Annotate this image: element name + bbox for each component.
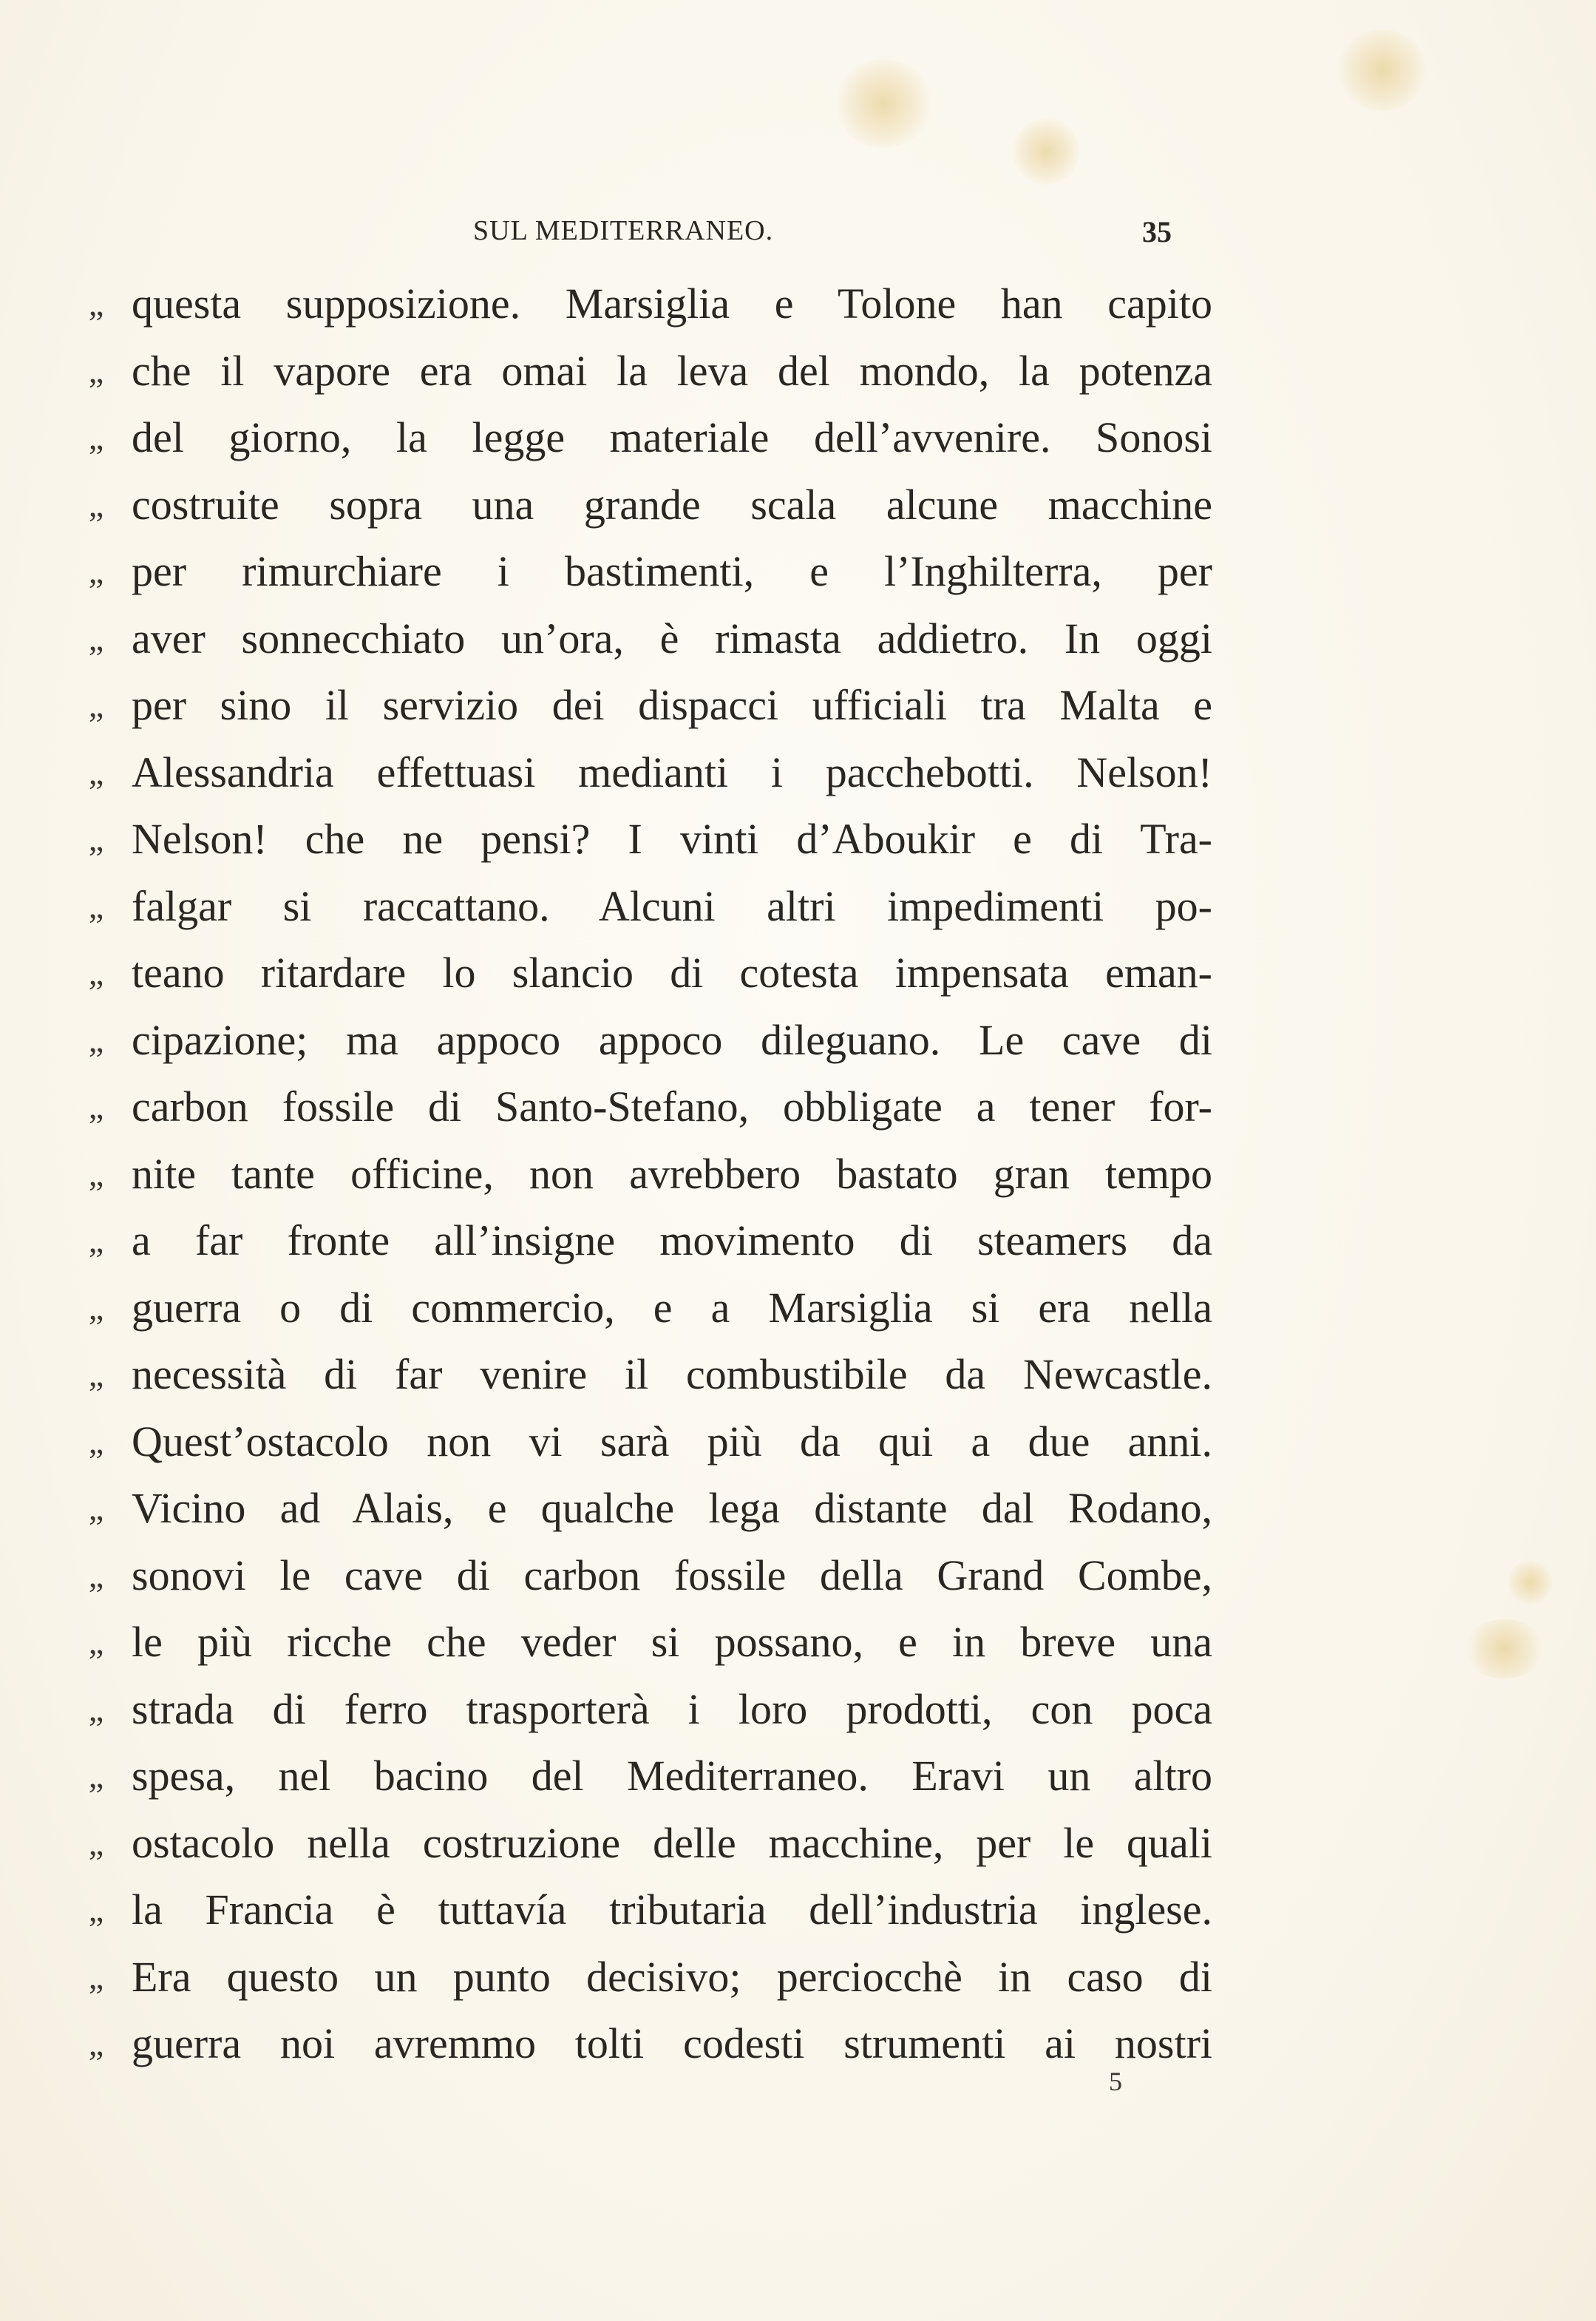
line-text: cipazione; ma appoco appoco dileguano. Le cave di: [132, 1015, 1212, 1064]
text-line: [89, 1743, 1212, 1810]
quotation-mark: ,,: [89, 686, 103, 724]
quotation-mark: ,,: [89, 753, 103, 791]
quotation-mark: ,,: [89, 1623, 103, 1661]
text-line: [89, 1275, 1212, 1342]
text-line: [89, 538, 1212, 606]
text-line: [89, 472, 1212, 539]
text-line: [89, 271, 1212, 338]
text-line: [89, 873, 1212, 941]
quotation-mark: ,,: [89, 1891, 103, 1928]
text-line: [89, 606, 1212, 673]
signature-mark: 5: [1109, 2067, 1122, 2096]
quotation-mark: ,,: [89, 419, 103, 456]
line-text: Quest’ostacolo non vi sarà più da qui a due anni.: [132, 1417, 1212, 1466]
line-text: le più ricche che veder si possano, e in breve una: [132, 1618, 1212, 1666]
text-line: [89, 2010, 1212, 2078]
line-text: per sino il servizio dei dispacci ufficiali tra Malta e: [132, 681, 1212, 729]
line-text: teano ritardare lo slancio di cotesta impensata eman-: [132, 949, 1212, 997]
running-head: [473, 214, 1172, 251]
foxing-stain: [1508, 1560, 1552, 1605]
line-text: guerra noi avremmo tolti codesti strumenti ai nostri: [132, 2019, 1212, 2067]
text-line: [89, 1409, 1212, 1476]
text-line: [89, 739, 1212, 807]
quotation-mark: ,,: [89, 1355, 103, 1393]
text-line: [89, 806, 1212, 873]
text-line: [89, 1207, 1212, 1275]
quotation-mark: ,,: [89, 820, 103, 858]
quotation-mark: ,,: [89, 1690, 103, 1728]
line-text: del giorno, la legge materiale dell’avvenire. Sonosi: [132, 413, 1212, 461]
quotation-mark: ,,: [89, 1757, 103, 1795]
line-text: questa supposizione. Marsiglia e Tolone han capito: [132, 279, 1212, 328]
quotation-mark: ,,: [89, 1422, 103, 1460]
line-text: falgar si raccattano. Alcuni altri impedimenti po-: [132, 881, 1212, 930]
line-text: Alessandria effettuasi medianti i pacchebotti. Nelson!: [132, 748, 1212, 796]
line-text: sonovi le cave di carbon fossile della Grand Combe,: [132, 1551, 1212, 1599]
quotation-mark: ,,: [89, 1823, 103, 1862]
foxing-stain: [835, 59, 931, 148]
text-line: [89, 338, 1212, 405]
running-title: SUL MEDITERRANEO.: [473, 215, 774, 246]
text-line: [89, 672, 1212, 739]
line-text: strada di ferro trasporterà i loro prodotti, con poca: [132, 1684, 1212, 1733]
line-text: nite tante officine, non avrebbero bastato gran tempo: [132, 1149, 1212, 1198]
quotation-mark: ,,: [89, 285, 103, 322]
page-number: 35: [1142, 215, 1172, 248]
line-text: a far fronte all’insigne movimento di steamers da: [132, 1216, 1212, 1264]
quotation-mark: ,,: [89, 2024, 103, 2062]
line-text: aver sonnecchiato un’ora, è rimasta addietro. In oggi: [132, 614, 1212, 663]
quotation-mark: ,,: [89, 1489, 103, 1527]
quotation-mark: ,,: [89, 619, 103, 657]
line-text: Era questo un punto decisivo; perciocchè in caso di: [132, 1952, 1212, 2001]
text-line: [89, 1007, 1212, 1074]
text-line: [89, 1542, 1212, 1610]
line-text: costruite sopra una grande scala alcune macchine: [132, 480, 1212, 529]
quotation-mark: ,,: [89, 887, 103, 925]
foxing-stain: [1013, 118, 1079, 185]
text-line: [89, 1609, 1212, 1676]
quotation-mark: ,,: [89, 485, 103, 524]
body-text: [89, 271, 1212, 2078]
text-line: [89, 1676, 1212, 1744]
text-line: [89, 940, 1212, 1007]
quotation-mark: ,,: [89, 1222, 103, 1259]
text-line: [89, 1341, 1212, 1409]
line-text: per rimurchiare i bastimenti, e l’Inghilterra, per: [132, 547, 1212, 595]
text-line: [89, 1074, 1212, 1141]
line-text: spesa, nel bacino del Mediterraneo. Eravi un altro: [132, 1752, 1212, 1800]
line-text: che il vapore era omai la leva del mondo, la potenza: [132, 346, 1212, 395]
line-text: necessità di far venire il combustibile da Newcastle.: [132, 1350, 1212, 1398]
text-line: [89, 404, 1212, 472]
text-line: [89, 1475, 1212, 1542]
line-text: guerra o di commercio, e a Marsiglia si era nella: [132, 1283, 1212, 1332]
quotation-mark: ,,: [89, 1154, 103, 1193]
quotation-mark: ,,: [89, 1288, 103, 1326]
line-text: la Francia è tuttavía tributaria dell’industria inglese.: [132, 1885, 1212, 1934]
text-line: [89, 1141, 1212, 1208]
line-text: carbon fossile di Santo-Stefano, obbligate a tener for-: [132, 1082, 1212, 1131]
text-line: [89, 1877, 1212, 1944]
quotation-mark: ,,: [89, 552, 103, 590]
line-text: Nelson! che ne pensi? I vinti d’Aboukir e di Tra-: [132, 815, 1212, 863]
text-line: [89, 1810, 1212, 1877]
quotation-mark: ,,: [89, 351, 103, 390]
quotation-mark: ,,: [89, 1957, 103, 1996]
foxing-stain: [1464, 1619, 1545, 1678]
quotation-mark: ,,: [89, 1556, 103, 1594]
quotation-mark: ,,: [89, 954, 103, 992]
line-text: Vicino ad Alais, e qualche lega distante dal Rodano,: [132, 1484, 1212, 1532]
text-line: [89, 1944, 1212, 2011]
foxing-stain: [1338, 30, 1427, 111]
line-text: ostacolo nella costruzione delle macchine, per le quali: [132, 1818, 1212, 1867]
quotation-mark: ,,: [89, 1020, 103, 1059]
quotation-mark: ,,: [89, 1088, 103, 1125]
